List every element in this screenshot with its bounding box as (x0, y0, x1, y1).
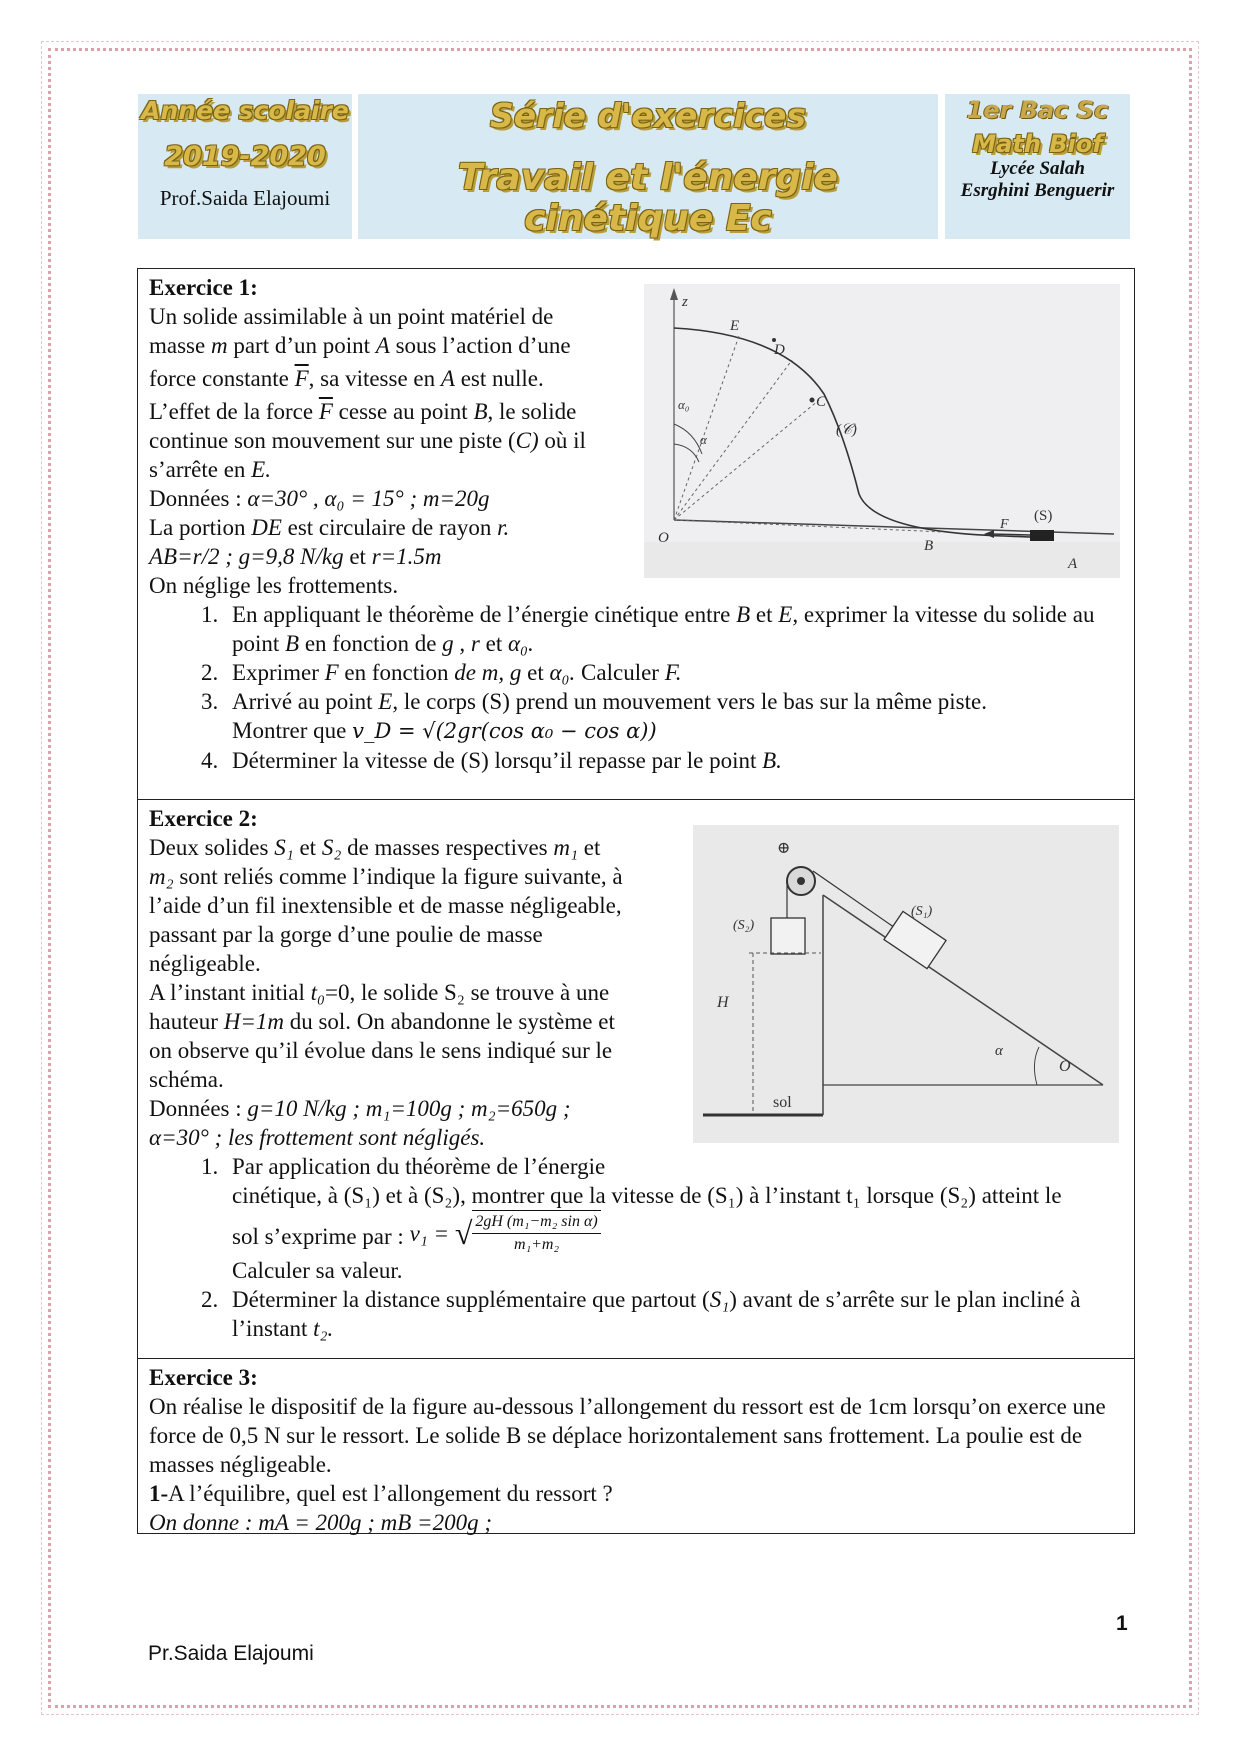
fig1-label-A: A (1068, 556, 1078, 572)
fig1-label-F: F (1000, 517, 1009, 532)
exercise-2 (137, 799, 1135, 1359)
fig2-label-O: O (1059, 1058, 1071, 1075)
ex2-text: Deux solides S₁ et S₂ de masses respectives m₁ et m₂ sont reliés comme l’indique la figure suivante, à l’aide d’un fil inextensible et de masse négligeable, passant par la gorge d’une poulie de masse négligeable. A l’instant initial t₀=0, le solide S₂ se trouve à une hauteur H=1m du sol. On abandonne le système et on observe qu’il évolue dans le sens indiqué sur le schéma. Données : g=10 N/kg ; m₁=100g ; m₂=650g ; α=30° ; les frottement sont négligés. (149, 835, 623, 1150)
series-title: Série d'exercices (489, 96, 807, 135)
ex2-question-1: 1. Par application du théorème de l’énergie cinétique, à (S₁) et à (S₂), montrer que la vitesse de (S₁) à l’instant t₁ lorsque (S₂) atteint le sol s’exprime par : v₁ = √ $\frac{\text{2gH (m₁−m₂ sin α)}}{\text{m₁+m₂}}$ Calculer sa valeur. (224, 1152, 1124, 1285)
v1-numerator: 2gH (m₁−m₂ sin α) (472, 1211, 600, 1234)
exercise-3-title: Exercice 3: (149, 1365, 258, 1390)
header-right-box (945, 94, 1130, 239)
ex1-questions (149, 600, 1124, 775)
class-track: Math Biof (972, 130, 1103, 158)
school-year-value: 2019-2020 (164, 141, 326, 172)
fig2-label-sol: sol (773, 1094, 792, 1111)
ex2-questions (149, 1152, 1124, 1343)
fig1-label-alpha0: α₀ (678, 397, 690, 412)
fig2-label-S1: (S₁) (911, 904, 933, 919)
vd-formula: v_D = √(2gr(cos α₀ − cos α)) (352, 719, 657, 743)
ex1-data: α=30° , α₀ = 15° ; m=20g (247, 486, 490, 511)
ex1-text: Un solide assimilable à un point matériel de masse m part d’un point A sous l’action d’une force constante $\overline{F}$, sa vitesse en A est nulle. L’effet de la force $\overline{F}$ cesse au point B, le solide continue son mouvement sur une piste (C) où il s’arrête en E. Données : α=30° , α₀ = 15° ; m=20g La portion DE est circulaire de rayon r. AB=r/2 ; g=9,8 N/kg et r=1.5m On néglige les frottements. (149, 304, 586, 598)
fig1-label-curve: (𝒞) (836, 422, 857, 438)
ex1-question-4: 4. Déterminer la vitesse de (S) lorsqu’il repasse par le point B. (224, 746, 1124, 775)
teacher-name: Prof.Saida Elajoumi (159, 186, 331, 210)
fig1-label-O: O (658, 530, 669, 546)
page-number: 1 (1116, 1612, 1128, 1635)
exercise-3 (137, 1358, 1135, 1534)
fig1-label-S: (S) (1034, 508, 1053, 524)
ex1-question-3: 3. Arrivé au point E, le corps (S) prend un mouvement vers le bas sur la même piste. Montrer que v_D = √(2gr(cos α₀ − cos α)) (224, 687, 1124, 746)
school-name-line1: Lycée Salah (990, 158, 1085, 179)
fig1-label-D: D (774, 342, 785, 358)
exercise-1 (137, 268, 1135, 800)
fig2-label-H: H (717, 994, 729, 1011)
v1-denominator: m₁+m₂ (514, 1236, 560, 1253)
fig1-label-E: E (730, 318, 740, 334)
fig2-label-alpha: α (995, 1043, 1003, 1059)
force-vector-F: $\overline{F}$ (294, 366, 309, 391)
series-subject: Travail et l'énergie cinétique Ec (458, 157, 838, 239)
header-mid-box (358, 94, 938, 239)
fig2-rotation-sign: ⊕ (777, 840, 791, 857)
ex2-figure (693, 825, 1119, 1143)
ex1-question-1: 1. En appliquant le théorème de l’énergie cinétique entre B et E, exprimer la vitesse du solide au point B en fonction de g , r et α₀. (224, 600, 1124, 658)
fig2-label-S2: (S₂) (733, 918, 755, 933)
fig1-label-B: B (924, 538, 934, 554)
ex2-question-2: 2. Déterminer la distance supplémentaire que partout (S₁) avant de s’arrête sur le plan incliné à l’instant t₂. (224, 1285, 1124, 1343)
footer-author: Pr.Saida Elajoumi (148, 1642, 314, 1665)
ex3-text: On réalise le dispositif de la figure au-dessous l’allongement du ressort est de 1cm lorsqu’on exerce une force de 0,5 N sur le ressort. Le solide B se déplace horizontalement sans frottement. La poulie est de masses négligeable. (149, 1394, 1106, 1477)
fig1-label-alpha: α (700, 432, 707, 447)
header-left-box (138, 94, 352, 239)
ex1-question-2: 2. Exprimer F en fonction de m, g et α₀. Calculer F. (224, 658, 1124, 687)
exercise-2-title: Exercice 2: (149, 806, 258, 831)
exercise-1-title: Exercice 1: (149, 275, 258, 300)
class-level: 1er Bac Sc (966, 96, 1109, 124)
ex1-figure (644, 284, 1120, 578)
ex3-question-1: 1-A l’équilibre, quel est l’allongement du ressort ? (149, 1481, 613, 1506)
school-name-line2: Esrghini Benguerir (960, 180, 1115, 201)
fig1-label-C: C (816, 394, 827, 410)
school-year-label: Année scolaire (141, 96, 349, 125)
ex3-given: On donne : mA = 200g ; mB =200g ; (149, 1510, 492, 1535)
fig1-label-z: z (682, 294, 688, 310)
